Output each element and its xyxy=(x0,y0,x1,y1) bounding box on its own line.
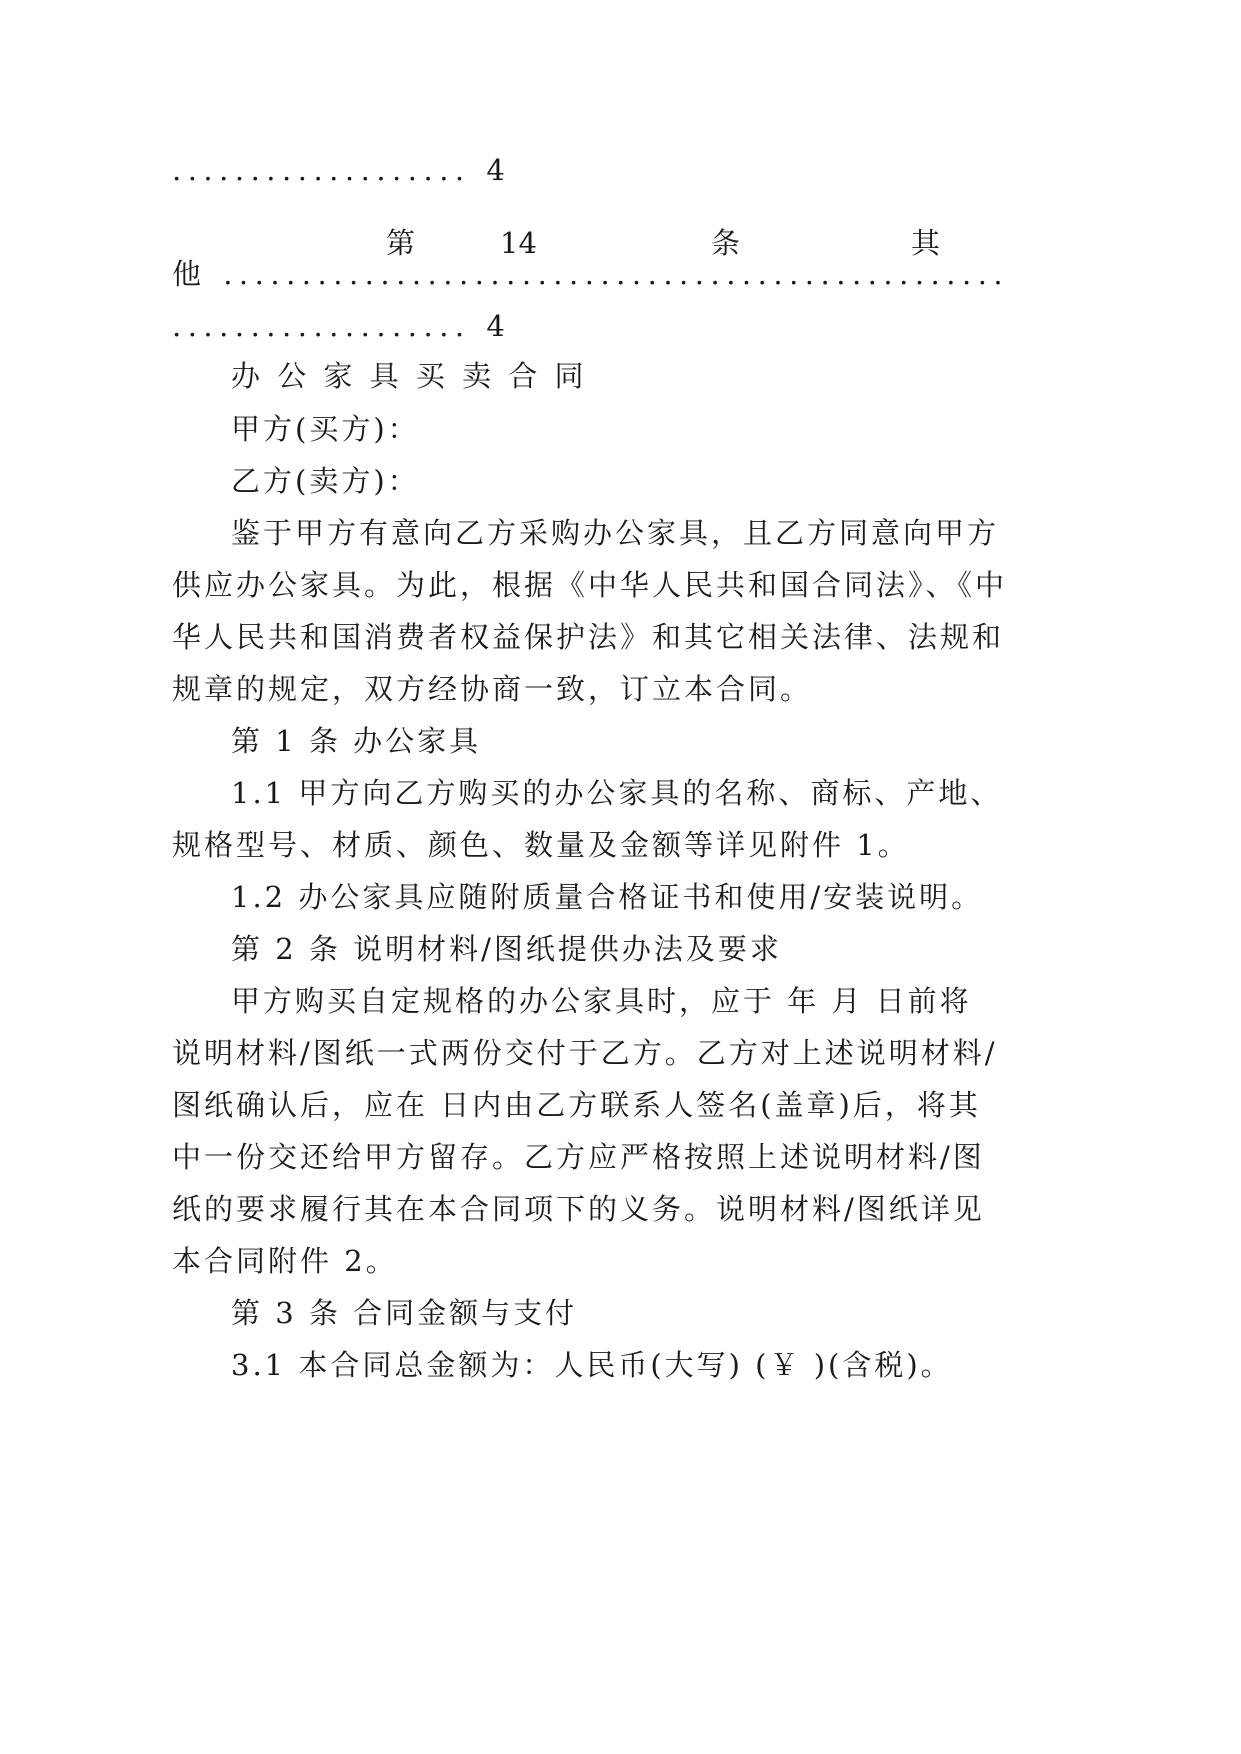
article-2-body-line: 纸的要求履行其在本合同项下的义务。说明材料/图纸详见 xyxy=(172,1192,985,1226)
article-3-heading: 第 3 条 合同金额与支付 xyxy=(231,1296,578,1330)
article-1-heading: 第 1 条 办公家具 xyxy=(231,724,482,758)
contract-title: 办 公 家 具 买 卖 合 同 xyxy=(231,359,588,393)
preamble-line: 鉴于甲方有意向乙方采购办公家具，且乙方同意向甲方 xyxy=(231,516,1000,550)
article-2-heading: 第 2 条 说明材料/图纸提供办法及要求 xyxy=(231,932,782,966)
party-a-label: 甲方(买方)： xyxy=(231,412,420,446)
toc-dots-line: ................... 4 xyxy=(172,309,512,343)
preamble-line: 规章的规定，双方经协商一致，订立本合同。 xyxy=(172,672,813,706)
article-2-body-line: 说明材料/图纸一式两份交付于乙方。乙方对上述说明材料/ xyxy=(172,1036,998,1070)
preamble-line: 供应办公家具。为此，根据《中华人民共和国合同法》、《中 xyxy=(172,568,1008,602)
clause-1-1-line: 规格型号、材质、颜色、数量及金额等详见附件 1。 xyxy=(172,828,910,862)
clause-1-1-line: 1.1 甲方向乙方购买的办公家具的名称、商标、产地、 xyxy=(231,776,1003,810)
preamble-line: 华人民共和国消费者权益保护法》和其它相关法律、法规和 xyxy=(172,620,1005,654)
toc-item14-number: 14 xyxy=(500,226,537,260)
article-2-body-line: 甲方购买自定规格的办公家具时，应于 年 月 日前将 xyxy=(231,984,972,1018)
toc-dots-line: 他 .................................................. xyxy=(172,257,1010,291)
article-2-body-line: 本合同附件 2。 xyxy=(172,1244,398,1278)
clause-3-1: 3.1 本合同总金额为：人民币(大写) (￥ )(含税)。 xyxy=(231,1348,953,1382)
article-2-body-line: 图纸确认后，应在 日内由乙方联系人签名(盖章)后，将其 xyxy=(172,1088,981,1122)
toc-item14-char-di: 第 xyxy=(386,226,416,260)
toc-dots-line: ................... 4 xyxy=(172,153,512,187)
clause-1-2: 1.2 办公家具应随附质量合格证书和使用/安装说明。 xyxy=(231,880,984,914)
party-b-label: 乙方(卖方)： xyxy=(231,464,420,498)
toc-item14-char-qi: 其 xyxy=(911,226,941,260)
article-2-body-line: 中一份交还给甲方留存。乙方应严格按照上述说明材料/图 xyxy=(172,1140,985,1174)
toc-item14-char-tiao: 条 xyxy=(711,226,741,260)
